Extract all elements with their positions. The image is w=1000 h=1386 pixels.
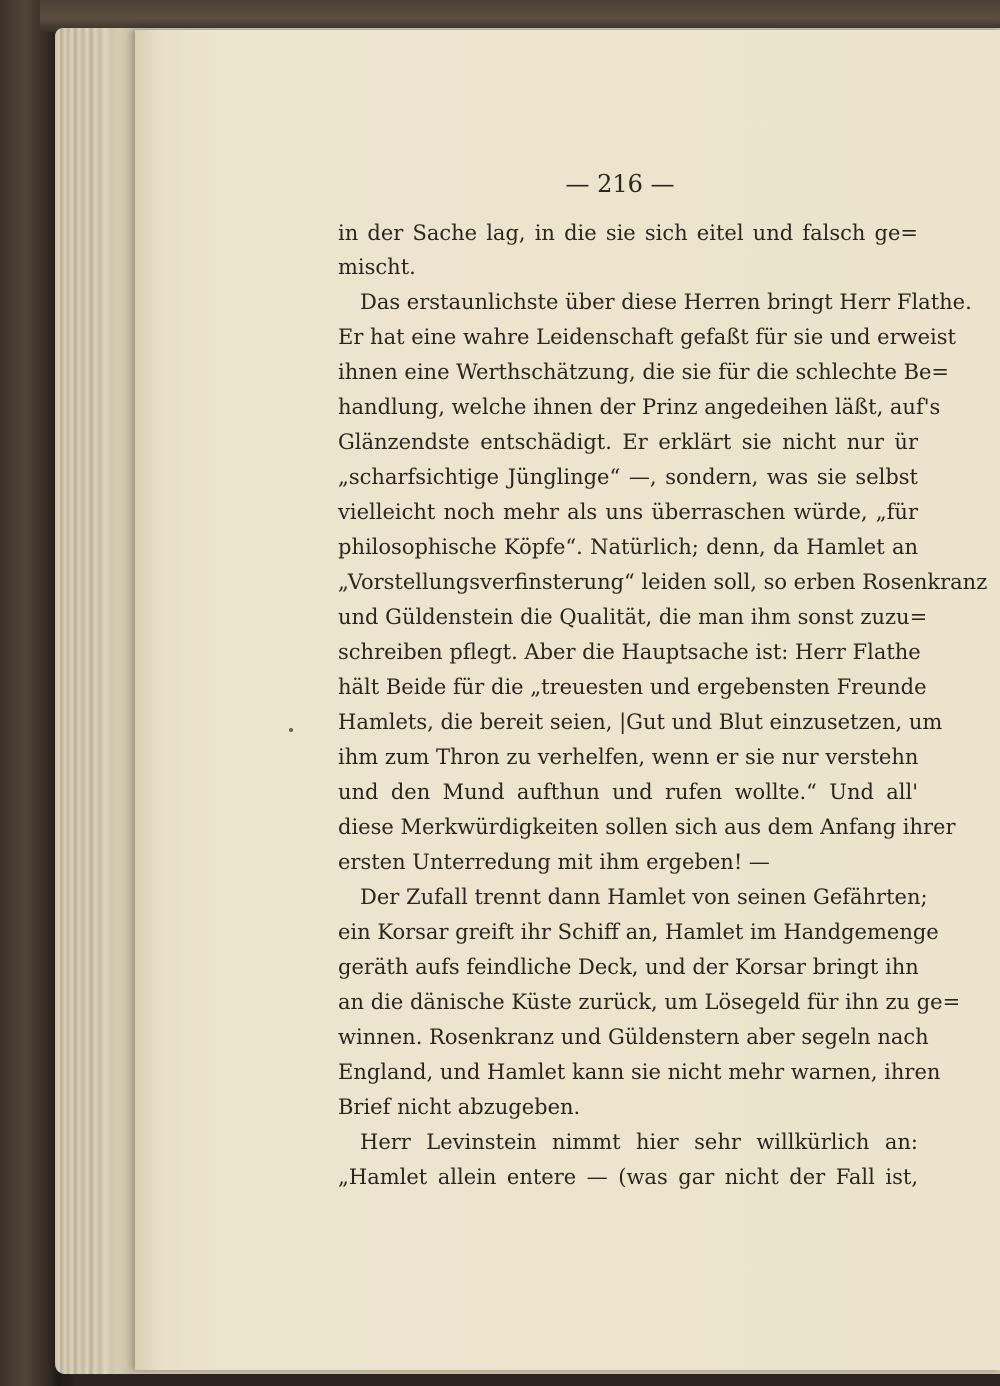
text-line: Der Zufall trennt dann Hamlet von seinen Gefährten; — [360, 885, 928, 909]
text-line: winnen. Rosenkranz und Güldenstern aber segeln nach — [338, 1025, 929, 1049]
text-line: handlung, welche ihnen der Prinz angedeihen läßt, auf's — [338, 395, 941, 419]
text-line: vielleicht noch mehr als uns überraschen würde, „für — [338, 500, 918, 524]
text-line: und den Mund aufthun und rufen wollte.“ Und all' — [338, 780, 918, 804]
text-line: ein Korsar greift ihr Schiff an, Hamlet im Handgemenge — [338, 920, 939, 944]
text-line: hält Beide für die „treuesten und ergebensten Freunde — [338, 675, 927, 699]
text-line: schreiben pflegt. Aber die Hauptsache ist: Herr Flathe — [338, 640, 921, 664]
text-line: und Güldenstein die Qualität, die man ihm sonst zuzu= — [338, 605, 928, 629]
text-line: England, und Hamlet kann sie nicht mehr warnen, ihren — [338, 1060, 941, 1084]
text-line: diese Merkwürdigkeiten sollen sich aus dem Anfang ihrer — [338, 815, 956, 839]
text-line: Brief nicht abzugeben. — [338, 1095, 581, 1119]
text-line: Hamlets, die bereit seien, |Gut und Blut einzusetzen, um — [338, 710, 943, 734]
text-line: Herr Levinstein nimmt hier sehr willkürlich an: — [360, 1130, 918, 1154]
text-line: philosophische Köpfe“. Natürlich; denn, da Hamlet an — [338, 535, 918, 559]
text-line: „Hamlet allein entere — (was gar nicht der Fall ist, — [338, 1165, 918, 1189]
text-line: geräth aufs feindliche Deck, und der Korsar bringt ihn — [338, 955, 919, 979]
text-line: ersten Unterredung mit ihm ergeben! — — [338, 850, 770, 874]
text-line: in der Sache lag, in die sie sich eitel und falsch ge= — [338, 221, 918, 245]
page-number: — 216 — — [565, 170, 675, 198]
margin-mark — [289, 728, 293, 732]
text-line: ihnen eine Werthschätzung, die sie für die schlechte Be= — [338, 360, 950, 384]
text-line: Das erstaunlichste über diese Herren bringt Herr Flathe. — [360, 290, 972, 314]
text-line: an die dänische Küste zurück, um Lösegeld für ihn zu ge= — [338, 990, 961, 1014]
text-line: Er hat eine wahre Leidenschaft gefaßt für sie und erweist — [338, 325, 956, 349]
text-line: Glänzendste entschädigt. Er erklärt sie nicht nur ür — [338, 430, 918, 454]
text-line: „Vorstellungsverfinsterung“ leiden soll, so erben Rosenkranz — [338, 570, 988, 594]
text-line: ihm zum Thron zu verhelfen, wenn er sie nur verstehn — [338, 745, 919, 769]
text-line: „scharfsichtige Jünglinge“ —, sondern, was sie selbst — [338, 465, 918, 489]
text-line: mischt. — [338, 255, 416, 279]
